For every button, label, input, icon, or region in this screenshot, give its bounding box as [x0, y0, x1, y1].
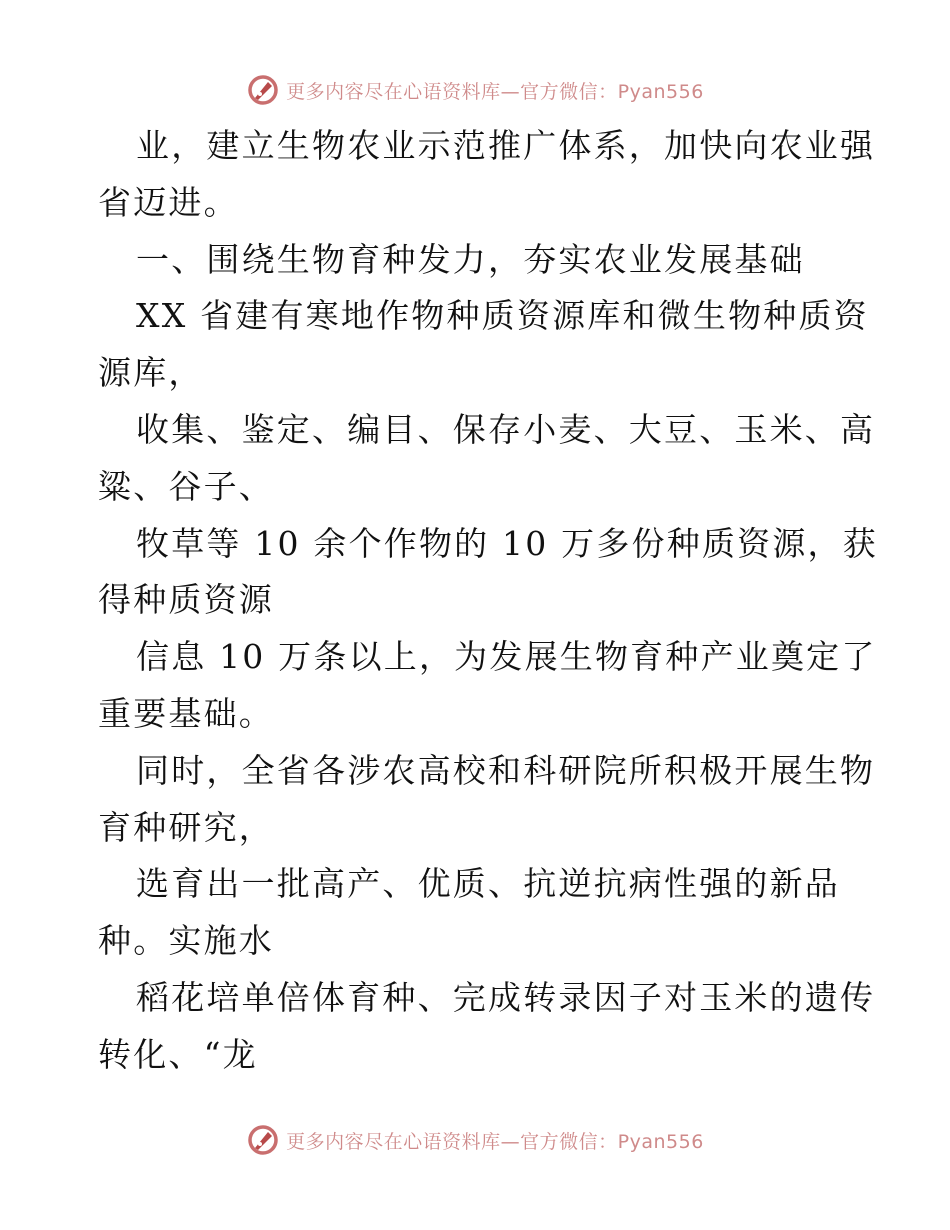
header-banner: [0, 70, 950, 110]
text-line: 收集、鉴定、编目、保存小麦、大豆、玉米、高: [136, 409, 876, 449]
text-line: 省迈进。: [98, 182, 239, 222]
pen-nib-circle-icon: [246, 1123, 280, 1157]
text-line: 选育出一批高产、优质、抗逆抗病性强的新品: [136, 864, 840, 904]
text-line: 粱、谷子、: [98, 466, 274, 506]
text-line: 转化、“龙: [98, 1034, 258, 1074]
text-line: 种。实施水: [98, 921, 274, 961]
document-body: [98, 118, 878, 1084]
text-line: 重要基础。: [98, 693, 274, 733]
banner-text: 更多内容尽在心语资料库—官方微信：Pyan556: [286, 80, 704, 103]
pen-nib-circle-icon: [246, 73, 280, 107]
text-line: 牧草等 10 余个作物的 10 万多份种质资源，获: [136, 523, 878, 563]
text-line: 信息 10 万条以上，为发展生物育种产业奠定了: [136, 637, 877, 677]
section-heading: 一、围绕生物育种发力，夯实农业发展基础: [136, 239, 805, 279]
banner-text: 更多内容尽在心语资料库—官方微信：Pyan556: [286, 1130, 704, 1153]
text-line: 业，建立生物农业示范推广体系，加快向农业强: [136, 126, 876, 165]
text-line: XX 省建有寒地作物种质资源库和微生物种质资: [136, 296, 869, 336]
text-line: 源库，: [98, 353, 204, 393]
text-line: 育种研究，: [98, 807, 274, 847]
text-line: 同时，全省各涉农高校和科研院所积极开展生物: [136, 750, 876, 790]
text-line: 稻花培单倍体育种、完成转录因子对玉米的遗传: [136, 977, 876, 1017]
footer-banner: [0, 1120, 950, 1160]
text-line: 得种质资源: [98, 580, 274, 620]
